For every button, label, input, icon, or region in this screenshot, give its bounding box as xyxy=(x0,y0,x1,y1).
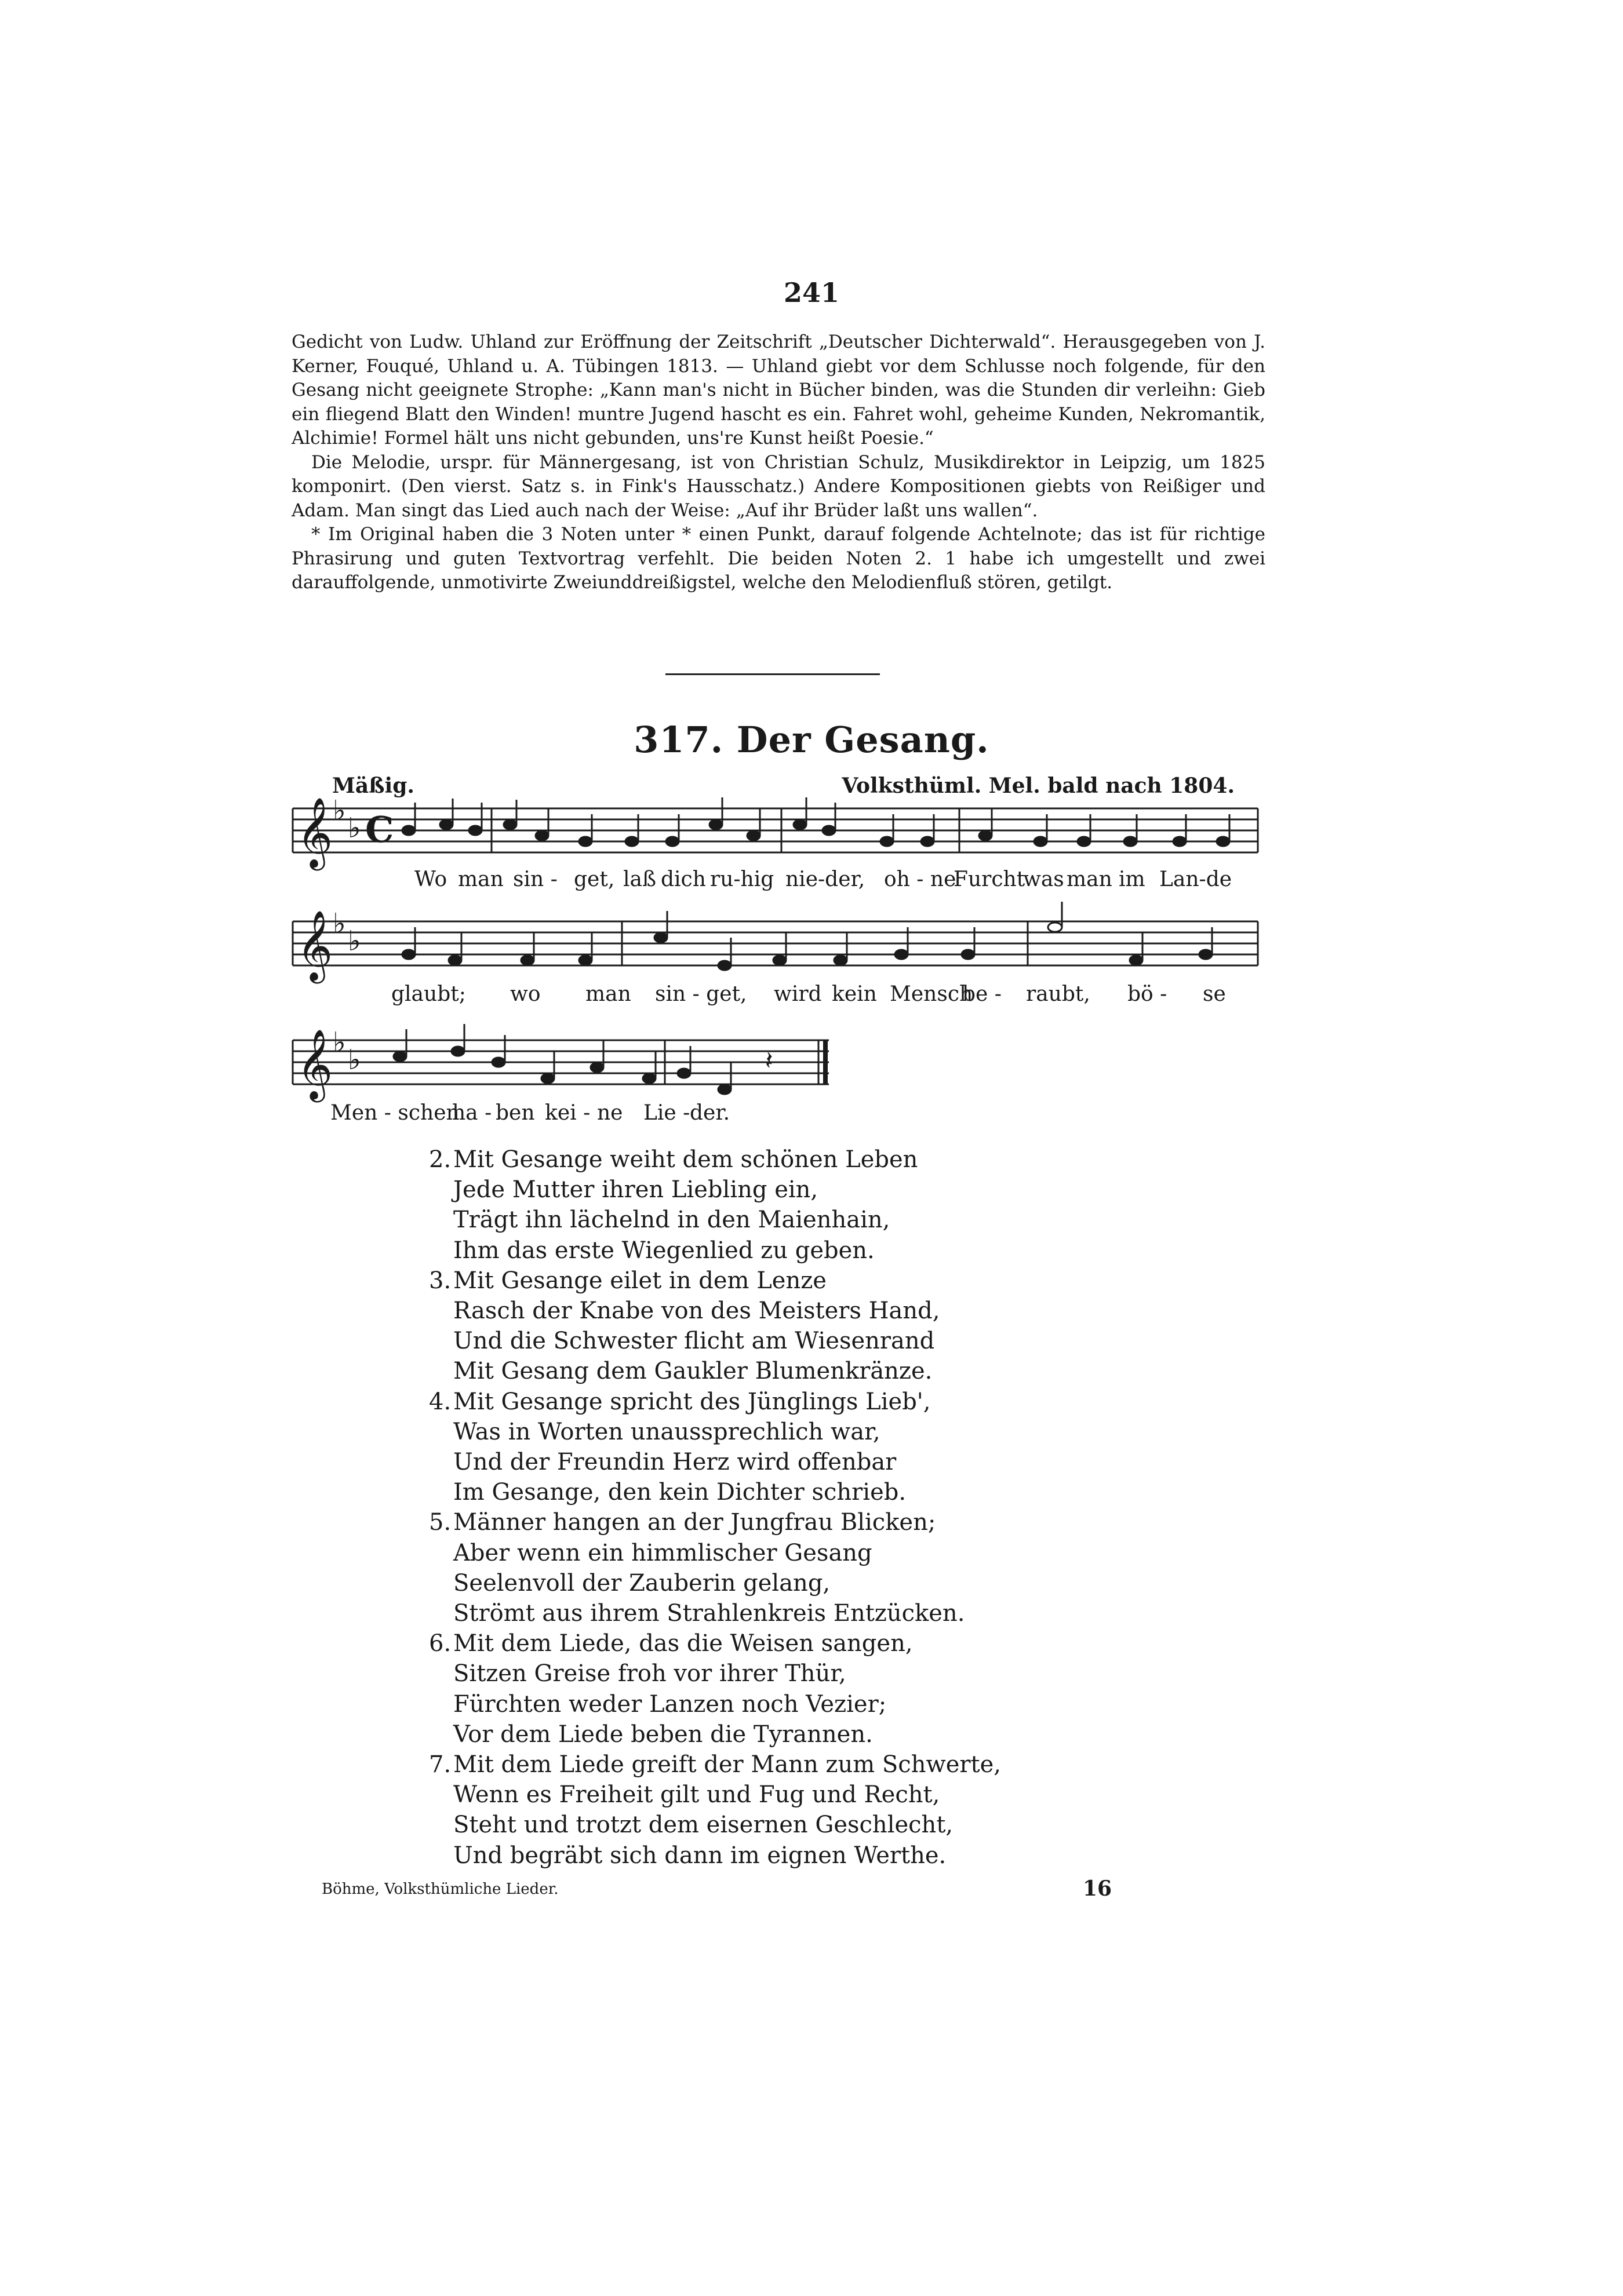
lyric-syllable: oh - ne xyxy=(884,868,956,891)
flat-icon: ♭ xyxy=(348,925,361,957)
lyric-syllable: nie-der, xyxy=(785,868,865,891)
lyric-syllable: dich xyxy=(661,868,706,891)
stanza-line: 3.Mit Gesange eilet in dem Lenze xyxy=(429,1266,1240,1296)
staff-system-1 xyxy=(293,808,1258,852)
stanza-line: Seelenvoll der Zauberin gelang, xyxy=(453,1569,831,1597)
song-title: 317. Der Gesang. xyxy=(634,719,989,761)
stanza-line: Fürchten weder Lanzen noch Vezier; xyxy=(453,1690,887,1718)
treble-clef-icon: 𝄞 xyxy=(297,1029,333,1099)
lyric-syllable: Lan-de xyxy=(1159,868,1232,891)
stanza-number: 3. xyxy=(429,1267,452,1294)
lyric-syllable: im xyxy=(1119,868,1145,891)
tempo-marking: Mäßig. xyxy=(332,774,414,798)
lyric-syllable: kei - xyxy=(545,1101,591,1125)
lyric-syllable: be - xyxy=(962,982,1002,1006)
flat-icon: ♭ xyxy=(348,1044,361,1076)
stanza-line: Vor dem Liede beben die Tyrannen. xyxy=(453,1721,873,1748)
lyric-syllable: ne xyxy=(597,1101,623,1125)
stanza-line: Und begräbt sich dann im eignen Werthe. xyxy=(453,1842,947,1869)
lyrics-line-3 xyxy=(0,1101,1623,1130)
lyric-syllable: kein xyxy=(832,982,877,1006)
lyric-syllable: laß xyxy=(623,868,657,891)
footer-signature-mark: 16 xyxy=(1083,1876,1112,1901)
stanza-number: 6. xyxy=(429,1630,452,1657)
stanza-line: 5.Männer hangen an der Jungfrau Blicken; xyxy=(429,1507,1240,1537)
stanza-line: Rasch der Knabe von des Meisters Hand, xyxy=(453,1298,940,1325)
stanza-number: 2. xyxy=(429,1146,452,1173)
lyric-syllable: man xyxy=(458,868,504,891)
lyric-syllable: Mensch xyxy=(890,982,973,1006)
note-paragraph: * Im Original haben die 3 Noten unter * einen Punkt, darauf folgende Achtelnote; das ist für richtige Phrasirung und guten Textvortrag verfehlt. Die beiden Noten 2. 1 habe ich umgestellt und zwei darauffolgende, unmotivirte Zweiunddreißigstel, welche den Melodienfluß stören, getilgt. xyxy=(292,524,1265,593)
stanza-line: Sitzen Greise froh vor ihrer Thür, xyxy=(453,1660,846,1688)
stanza-line: Wenn es Freiheit gilt und Fug und Recht, xyxy=(453,1781,940,1809)
stanza-line: Strömt aus ihrem Strahlenkreis Entzücken. xyxy=(453,1600,965,1627)
lyric-syllable: glaubt; xyxy=(391,982,466,1006)
flat-icon: ♭ xyxy=(348,812,361,844)
treble-clef-icon: 𝄞 xyxy=(297,910,333,981)
lyrics-line-1 xyxy=(0,868,1623,896)
melody-source: Volksthüml. Mel. bald nach 1804. xyxy=(842,774,1235,798)
lyric-syllable: sin - xyxy=(513,868,558,891)
stanza-line: 6.Mit dem Liede, das die Weisen sangen, xyxy=(429,1628,1240,1659)
lyric-syllable: bö - xyxy=(1127,982,1167,1006)
rest-icon: 𝄽 xyxy=(765,1046,773,1076)
stanza-line: Und der Freundin Herz wird offenbar xyxy=(453,1449,897,1476)
stanza-line: Im Gesange, den kein Dichter schrieb. xyxy=(453,1479,907,1506)
stanza-number: 4. xyxy=(429,1388,452,1415)
stanza-line: Trägt ihn lächelnd in den Maienhain, xyxy=(453,1207,890,1234)
lyric-syllable: man xyxy=(1067,868,1112,891)
lyric-syllable: wird xyxy=(774,982,822,1006)
stanza-line: Ihm das erste Wiegenlied zu geben. xyxy=(453,1237,875,1264)
stanza-line: Jede Mutter ihren Liebling ein, xyxy=(453,1176,818,1204)
lyric-syllable: Wo xyxy=(414,868,447,891)
stanza-line: Mit Gesang dem Gaukler Blumenkränze. xyxy=(453,1358,933,1385)
lyric-syllable: get, xyxy=(574,868,615,891)
lyric-syllable: was xyxy=(1023,868,1064,891)
flat-icon: ♭ xyxy=(333,1026,346,1059)
stanza-number: 5. xyxy=(429,1509,452,1536)
footer-book-title: Böhme, Volksthümliche Lieder. xyxy=(322,1880,559,1898)
lyric-syllable: man xyxy=(585,982,631,1006)
stanza-line: 4.Mit Gesange spricht des Jünglings Lieb', xyxy=(429,1387,1240,1417)
lyric-syllable: Furcht xyxy=(954,868,1025,891)
lyric-syllable: raubt, xyxy=(1026,982,1090,1006)
stanza-line: 7.Mit dem Liede greift der Mann zum Schwerte, xyxy=(429,1750,1240,1780)
lyric-syllable: der. xyxy=(690,1101,730,1125)
notes-system-1 xyxy=(402,797,1229,846)
flat-icon: ♭ xyxy=(333,795,346,827)
lyric-syllable: Lie - xyxy=(643,1101,690,1125)
lyric-syllable: ha - xyxy=(452,1101,492,1125)
stanza-line: Steht und trotzt dem eisernen Geschlecht, xyxy=(453,1812,954,1839)
treble-clef-icon: 𝄞 xyxy=(297,797,333,868)
note-paragraph: Die Melodie, urspr. für Männergesang, ist von Christian Schulz, Musikdirektor in Leipzig, um 1825 komponirt. (Den vierst. Satz s. in Fink's Hausschatz.) Andere Kompositionen giebts von Reißiger und Adam. Man singt das Lied auch nach der Weise: „Auf ihr Brüder laßt uns wallen“. xyxy=(292,451,1265,521)
common-time-icon: C xyxy=(365,808,394,851)
stanza-number: 7. xyxy=(429,1751,452,1779)
lyrics-line-2 xyxy=(0,982,1623,1011)
notes-system-2 xyxy=(402,902,1212,970)
flat-icon: ♭ xyxy=(333,908,346,940)
lyric-syllable: ru-hig xyxy=(710,868,774,891)
lyric-syllable: wo xyxy=(510,982,541,1006)
lyric-syllable: sin - get, xyxy=(655,982,747,1006)
stanza-line: Aber wenn ein himmlischer Gesang xyxy=(453,1539,872,1566)
note-paragraph: Gedicht von Ludw. Uhland zur Eröffnung der Zeitschrift „Deutscher Dichterwald“. Herausgegeben von J. Kerner, Fouqué, Uhland u. A. Tübingen 1813. — Uhland giebt vor dem Schlusse noch folgende, für den Gesang nicht geeignete Strophe: „Kann man's nicht in Bücher binden, was die Stunden dir verleihn: Gieb ein fliegend Blatt den Winden! muntre Jugend hascht es ein. Fahret wohl, geheime Kunden, Nekromantik, Alchimie! Formel hält uns nicht gebunden, uns're Kunst heißt Poesie.“ xyxy=(292,331,1265,449)
stanza-line: Was in Worten unaussprechlich war, xyxy=(453,1418,880,1445)
lyric-syllable: se xyxy=(1203,982,1226,1006)
stanza-line: Und die Schwester flicht am Wiesenrand xyxy=(453,1328,935,1355)
stanza-line: 2.Mit Gesange weiht dem schönen Leben xyxy=(429,1145,1240,1175)
page-number: 241 xyxy=(783,277,840,308)
staff-system-3 xyxy=(293,1040,829,1084)
lyric-syllable: ben xyxy=(496,1101,535,1125)
stanzas xyxy=(429,1145,1240,1871)
lyric-syllable: Men - schen xyxy=(330,1101,460,1125)
